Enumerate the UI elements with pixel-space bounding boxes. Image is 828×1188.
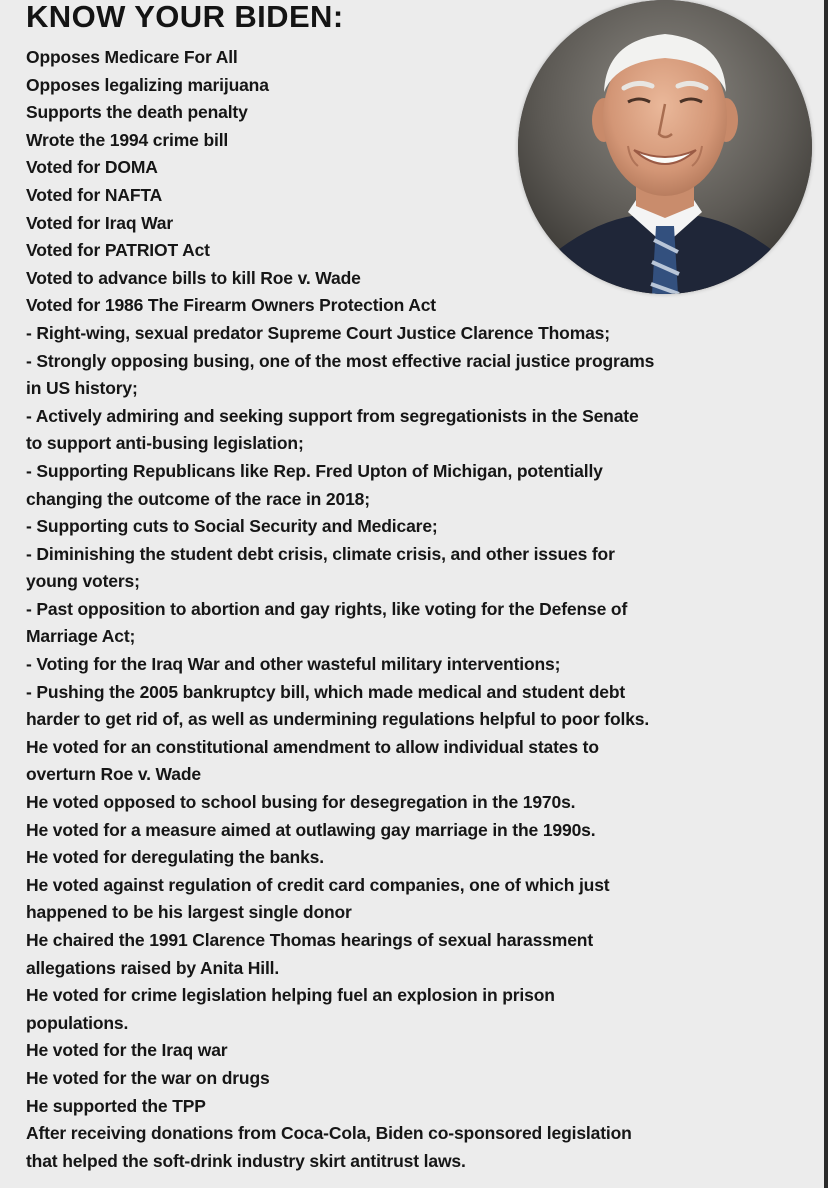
statement-list [26,44,816,1175]
list-item: After receiving donations from Coca-Cola, Biden co-sponsored legislation [26,1123,632,1144]
list-item: Voted to advance bills to kill Roe v. Wade [26,267,361,288]
list-item: - Actively admiring and seeking support from segregationists in the Senate [26,405,639,426]
list-item: populations. [26,1012,129,1033]
list-item: Supports the death penalty [26,102,248,123]
frame-edge [824,0,828,1188]
list-item: He chaired the 1991 Clarence Thomas hearings of sexual harassment [26,930,594,950]
list-item: - Supporting cuts to Social Security and Medicare; [26,516,438,537]
list-item: Voted for 1986 The Firearm Owners Protection Act [26,295,436,316]
headline: KNOW YOUR BIDEN: [26,0,344,34]
list-item: Marriage Act; [26,626,136,647]
list-item: allegations raised by Anita Hill. [26,957,280,978]
list-item: overturn Roe v. Wade [26,764,201,785]
list-item: to support anti-busing legislation; [26,433,304,454]
list-item: - Diminishing the student debt crisis, climate crisis, and other issues for [26,543,615,564]
list-item: - Past opposition to abortion and gay rights, like voting for the Defense of [26,598,628,619]
list-item: - Supporting Republicans like Rep. Fred Upton of Michigan, potentially [26,460,603,481]
list-item: - Voting for the Iraq War and other wasteful military interventions; [26,654,561,675]
list-item: Wrote the 1994 crime bill [26,129,229,150]
list-item: changing the outcome of the race in 2018; [26,488,370,509]
list-item: - Pushing the 2005 bankruptcy bill, which made medical and student debt [26,681,626,702]
list-item: - Strongly opposing busing, one of the most effective racial justice programs [26,350,655,371]
list-item: Voted for Iraq War [26,212,174,233]
list-item: He voted for a measure aimed at outlawing gay marriage in the 1990s. [26,819,596,840]
list-item: Voted for DOMA [26,157,158,178]
list-item: young voters; [26,571,140,592]
list-item: Voted for NAFTA [26,184,163,205]
list-item: He supported the TPP [26,1095,206,1116]
list-item: in US history; [26,378,138,399]
list-item: harder to get rid of, as well as undermining regulations helpful to poor folks. [26,709,650,730]
list-item: He voted against regulation of credit card companies, one of which just [26,874,610,895]
list-item: Opposes Medicare For All [26,47,238,67]
list-item: He voted opposed to school busing for desegregation in the 1970s. [26,792,576,813]
list-item: that helped the soft-drink industry skirt antitrust laws. [26,1150,466,1171]
list-item: He voted for deregulating the banks. [26,847,324,868]
list-item: Opposes legalizing marijuana [26,74,269,95]
list-item: He voted for an constitutional amendment to allow individual states to [26,736,599,757]
list-item: happened to be his largest single donor [26,902,352,923]
list-item: He voted for crime legislation helping fuel an explosion in prison [26,985,555,1006]
list-item: He voted for the Iraq war [26,1040,228,1061]
list-item: - Right-wing, sexual predator Supreme Court Justice Clarence Thomas; [26,322,610,343]
list-item: Voted for PATRIOT Act [26,240,210,261]
list-item: He voted for the war on drugs [26,1067,270,1088]
